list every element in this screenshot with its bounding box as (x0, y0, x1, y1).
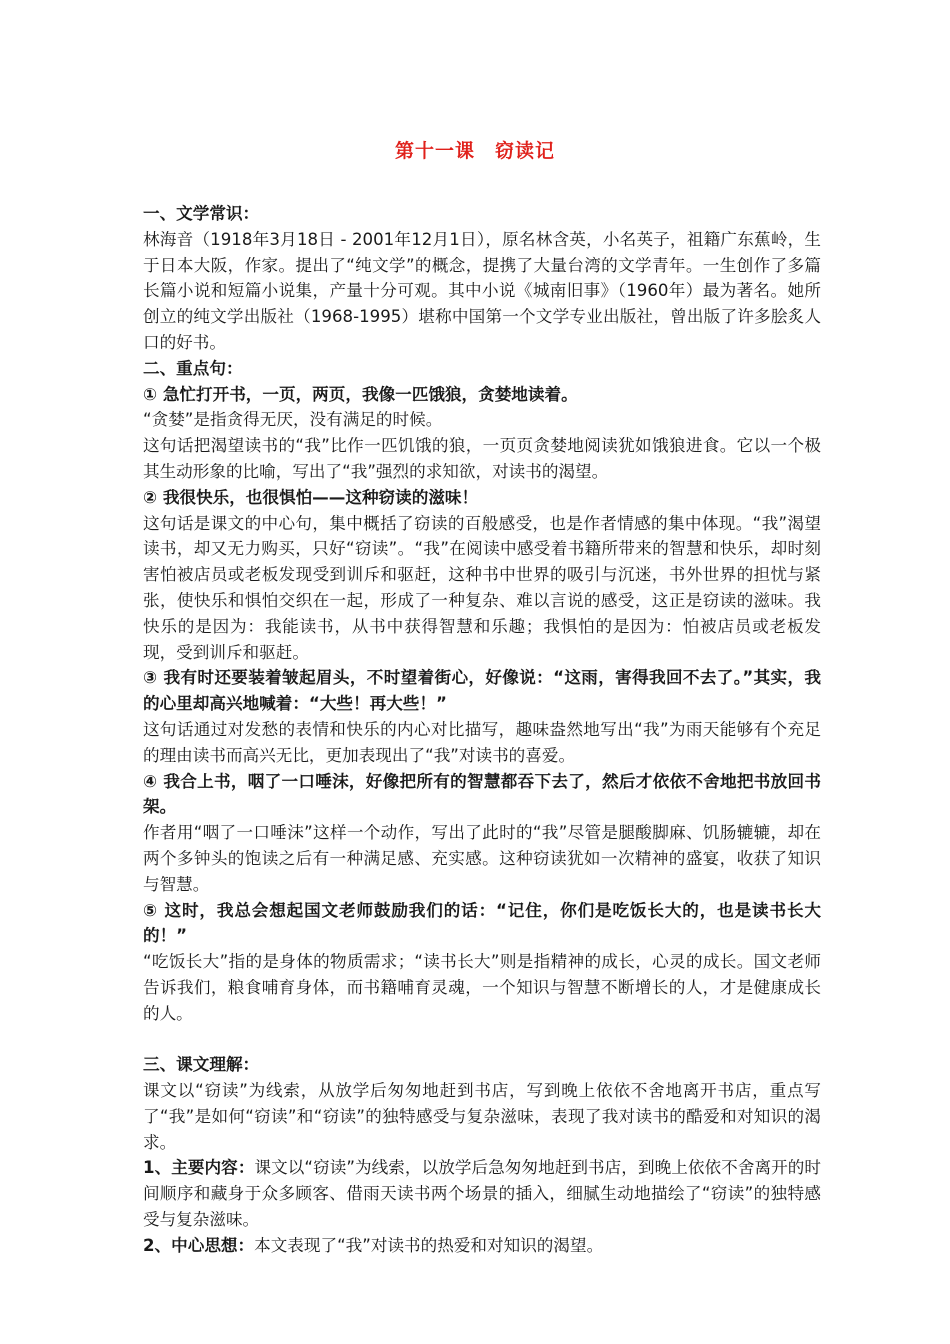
key-sentence-5-note: “吃饭长大”指的是身体的物质需求；“读书长大”则是指精神的成长，心灵的成长。国文老师告诉我们，粮食哺育身体，而书籍哺育灵魂，一个知识与智慧不断增长的人，才是健康成长的人。 (143, 952, 821, 1023)
key-sentence-1-note-2: 这句话把渴望读书的“我”比作一匹饥饿的狼，一页页贪婪地阅读犹如饿狼进食。它以一个极其生动形象的比喻，写出了“我”强烈的求知欲，对读书的渴望。 (143, 436, 821, 481)
main-content-label: 1、主要内容： (143, 1158, 255, 1178)
main-content-paragraph (143, 1155, 821, 1232)
central-idea-paragraph (143, 1233, 821, 1259)
key-sentence-3: ③ 我有时还要装着皱起眉头，不时望着街心，好像说：“这雨，害得我回不去了。”其实，我的心里却高兴地喊着：“大些！再大些！” (143, 668, 821, 714)
key-sentence-3-note: 这句话通过对发愁的表情和快乐的内心对比描写，趣味盎然地写出“我”为雨天能够有个充足的理由读书而高兴无比，更加表现出了“我”对读书的喜爱。 (143, 719, 821, 765)
author-bio-paragraph: 林海音（1918年3月18日 - 2001年12月1日），原名林含英，小名英子，祖籍广东蕉岭，生于日本大阪，作家。提出了“纯文学”的概念，提携了大量台湾的文学青年。一生创作了多篇长篇小说和短篇小说集，产量十分可观。其中小说《城南旧事》（1960年）最为著名。她所创立的纯文学出版社（1968-1995）堪称中国第一个文学专业出版社，曾出版了许多脍炙人口的好书。 (143, 229, 821, 352)
key-sentence-1-note-1: “贪婪”是指贪得无厌，没有满足的时候。 (143, 410, 443, 430)
key-sentence-2-note: 这句话是课文的中心句，集中概括了窃读的百般感受，也是作者情感的集中体现。“我”渴望读书，却又无力购买，只好“窃读”。“我”在阅读中感受着书籍所带来的智慧和快乐，却时刻害怕被店员或老板发现受到训斥和驱赶，这种书中世界的吸引与沉迷，书外世界的担忧与紧张，使快乐和惧怕交织在一起，形成了一种复杂、难以言说的感受，这正是窃读的滋味。我快乐的是因为：我能读书，从书中获得智慧和乐趣；我惧怕的是因为：怕被店员或老板发现，受到训斥和驱赶。 (143, 513, 821, 662)
key-sentence-2: ② 我很快乐，也很惧怕——这种窃读的滋味！ (143, 487, 479, 507)
key-sentence-4-note: 作者用“咽了一口唾沫”这样一个动作，写出了此时的“我”尽管是腿酸脚麻、饥肠辘辘，却在两个多钟头的饱读之后有一种满足感、充实感。这种窃读犹如一次精神的盛宴，收获了知识与智慧。 (143, 823, 821, 894)
central-idea-label: 2、中心思想： (143, 1235, 255, 1255)
section-heading-key-sentences: 二、重点句： (143, 358, 243, 378)
section-spacer (143, 1027, 821, 1053)
main-content-text: 课文以“窃读”为线索，以放学后急匆匆地赶到书店，到晚上依依不舍离开的时间顺序和藏身于众多顾客、借雨天读书两个场景的插入，细腻生动地描绘了“窃读”的独特感受与复杂滋味。 (143, 1158, 821, 1230)
section-heading-literary-knowledge: 一、文学常识： (143, 204, 260, 223)
lesson-title: 第十一课 窃读记 (394, 140, 555, 162)
central-idea-text: 本文表现了“我”对读书的热爱和对知识的渴望。 (254, 1235, 604, 1255)
document-body (143, 201, 821, 1259)
key-sentence-5: ⑤ 这时，我总会想起国文老师鼓励我们的话：“记住，你们是吃饭长大的，也是读书长大的！” (143, 900, 821, 946)
text-understanding-paragraph: 课文以“窃读”为线索，从放学后匆匆地赶到书店，写到晚上依依不舍地离开书店，重点写了“我”是如何“窃读”和“窃读”的独特感受与复杂滋味，表现了我对读书的酷爱和对知识的渴求。 (143, 1081, 821, 1152)
key-sentence-1: ① 急忙打开书，一页，两页，我像一匹饿狼，贪婪地读着。 (143, 384, 578, 404)
key-sentence-4: ④ 我合上书，咽了一口唾沫，好像把所有的智慧都吞下去了，然后才依依不舍地把书放回书架。 (143, 771, 821, 817)
section-heading-text-understanding: 三、课文理解： (143, 1055, 260, 1075)
